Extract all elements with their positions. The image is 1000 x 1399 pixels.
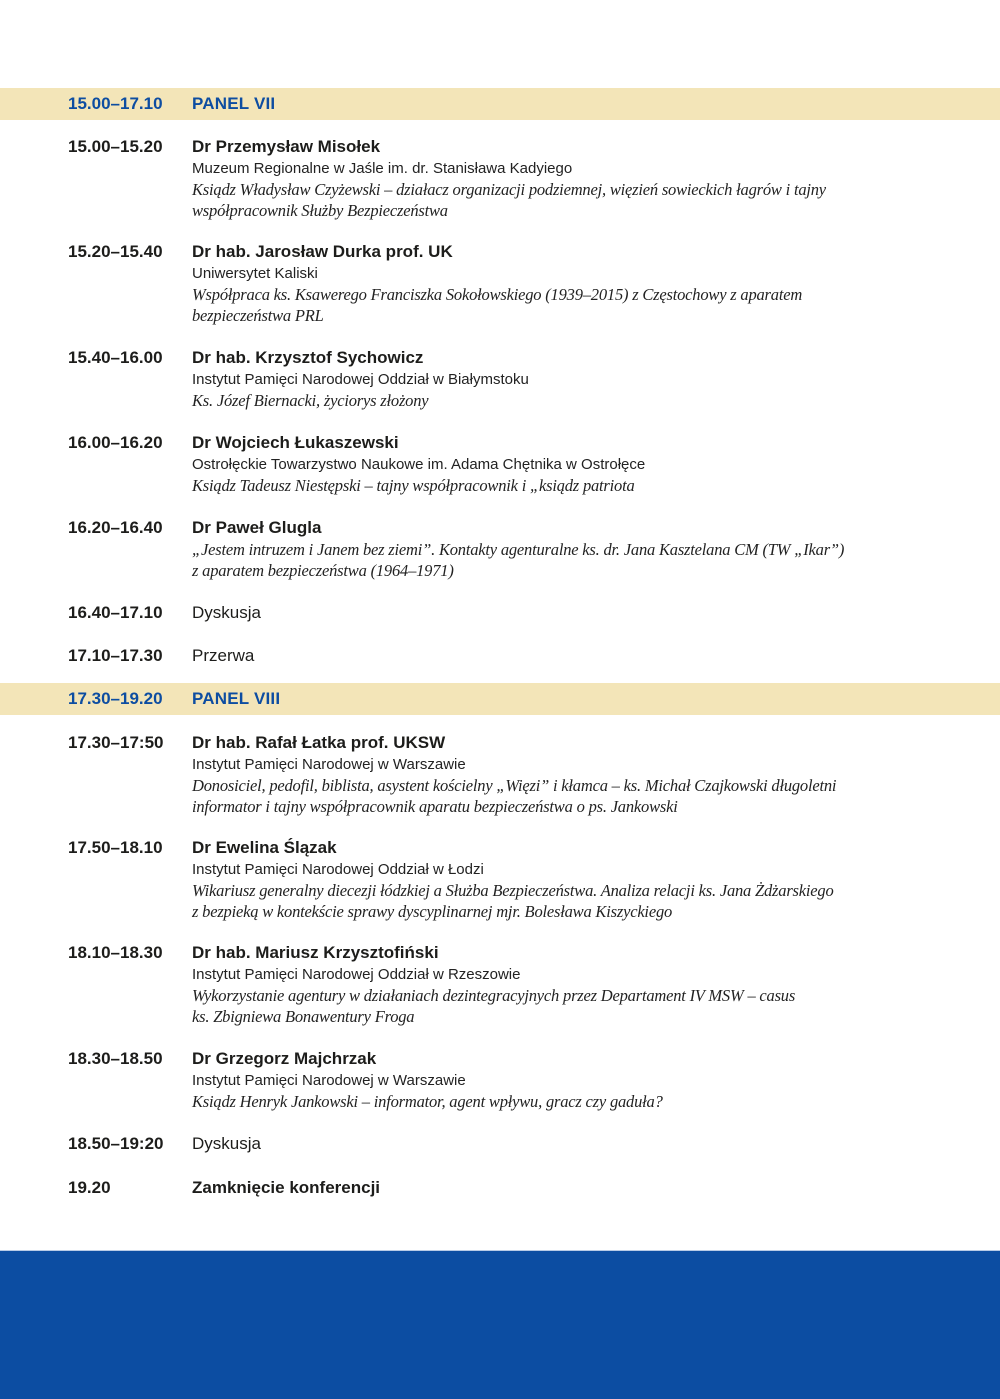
entry-label: Dyskusja xyxy=(192,1134,261,1153)
talk-title-line: „Jestem intruzem i Janem bez ziemi”. Kontakty agenturalne ks. dr. Jana Kasztelana CM (TW „Ikar”) xyxy=(192,540,845,559)
speaker-affiliation: Instytut Pamięci Narodowej Oddział w Białymstoku xyxy=(192,371,529,388)
closing-label: Zamknięcie konferencji xyxy=(192,1178,381,1197)
talk-title-line: Donosiciel, pedofil, biblista, asystent kościelny „Więzi” i kłamca – ks. Michał Czajkowski długoletni xyxy=(192,776,837,795)
speaker-name: Dr Grzegorz Majchrzak xyxy=(192,1049,377,1068)
speaker-affiliation: Instytut Pamięci Narodowej Oddział w Rzeszowie xyxy=(192,966,521,983)
panel-header xyxy=(0,683,1000,715)
speaker-name: Dr hab. Rafał Łatka prof. UKSW xyxy=(192,733,446,752)
entry-time: 18.10–18.30 xyxy=(68,943,163,962)
talk-title-line: Ksiądz Henryk Jankowski – informator, agent wpływu, gracz czy gaduła? xyxy=(192,1092,663,1111)
entry-time: 18.30–18.50 xyxy=(68,1049,163,1068)
talk-title-line: Ks. Józef Biernacki, życiorys złożony xyxy=(192,391,429,410)
talk-title-line: Ksiądz Władysław Czyżewski – działacz organizacji podziemnej, więzień sowieckich łagrów i tajny xyxy=(192,180,826,199)
speaker-affiliation: Instytut Pamięci Narodowej w Warszawie xyxy=(192,1072,466,1089)
speaker-name: Dr Ewelina Ślązak xyxy=(192,838,337,857)
entry-time: 15.20–15.40 xyxy=(68,242,163,261)
entry-time: 16.40–17.10 xyxy=(68,603,163,622)
panel-time: 15.00–17.10 xyxy=(68,94,163,113)
talk-title-line: Współpraca ks. Ksawerego Franciszka Sokołowskiego (1939–2015) z Częstochowy z aparatem xyxy=(192,285,803,304)
talk-title-line: Ksiądz Tadeusz Niestępski – tajny współpracownik i „ksiądz patriota xyxy=(192,476,635,495)
speaker-name: Dr Paweł Glugla xyxy=(192,518,322,537)
speaker-affiliation: Uniwersytet Kaliski xyxy=(192,265,318,282)
talk-title-line: Wikariusz generalny diecezji łódzkiej a Służba Bezpieczeństwa. Analiza relacji ks. Jana Żdżarskiego xyxy=(192,881,834,900)
talk-title-line: z aparatem bezpieczeństwa (1964–1971) xyxy=(192,561,454,580)
talk-title-line: bezpieczeństwa PRL xyxy=(192,306,324,325)
entry-label: Przerwa xyxy=(192,646,255,665)
speaker-name: Dr hab. Mariusz Krzysztofiński xyxy=(192,943,439,962)
entry-time: 17.10–17.30 xyxy=(68,646,163,665)
entry-time: 15.40–16.00 xyxy=(68,348,163,367)
entry-time: 17.30–17:50 xyxy=(68,733,164,752)
talk-title-line: z bezpieką w kontekście sprawy dyscyplinarnej mjr. Bolesława Kiszyckiego xyxy=(192,902,673,921)
panel-header xyxy=(0,88,1000,120)
footer-band xyxy=(0,1250,1000,1399)
talk-title-line: informator i tajny współpracownik aparatu bezpieczeństwa o ps. Jankowski xyxy=(192,797,678,816)
entry-time: 18.50–19:20 xyxy=(68,1134,164,1153)
panel-time: 17.30–19.20 xyxy=(68,689,163,708)
speaker-name: Dr hab. Krzysztof Sychowicz xyxy=(192,348,424,367)
speaker-affiliation: Instytut Pamięci Narodowej w Warszawie xyxy=(192,756,466,773)
speaker-name: Dr Przemysław Misołek xyxy=(192,137,381,156)
entry-time: 19.20 xyxy=(68,1178,111,1197)
speaker-affiliation: Muzeum Regionalne w Jaśle im. dr. Stanisława Kadyiego xyxy=(192,160,573,177)
speaker-affiliation: Ostrołęckie Towarzystwo Naukowe im. Adama Chętnika w Ostrołęce xyxy=(192,456,646,473)
speaker-name: Dr hab. Jarosław Durka prof. UK xyxy=(192,242,453,261)
entry-time: 17.50–18.10 xyxy=(68,838,163,857)
talk-title-line: współpracownik Służby Bezpieczeństwa xyxy=(192,201,448,220)
entry-time: 15.00–15.20 xyxy=(68,137,163,156)
entry-time: 16.00–16.20 xyxy=(68,433,163,452)
panel-label: PANEL VIII xyxy=(192,689,281,708)
panel-label: PANEL VII xyxy=(192,94,276,113)
entry-time: 16.20–16.40 xyxy=(68,518,163,537)
entry-label: Dyskusja xyxy=(192,603,261,622)
speaker-affiliation: Instytut Pamięci Narodowej Oddział w Łodzi xyxy=(192,861,484,878)
speaker-name: Dr Wojciech Łukaszewski xyxy=(192,433,399,452)
talk-title-line: Wykorzystanie agentury w działaniach dezintegracyjnych przez Departament IV MSW – casus xyxy=(192,986,796,1005)
talk-title-line: ks. Zbigniewa Bonawentury Froga xyxy=(192,1007,415,1026)
